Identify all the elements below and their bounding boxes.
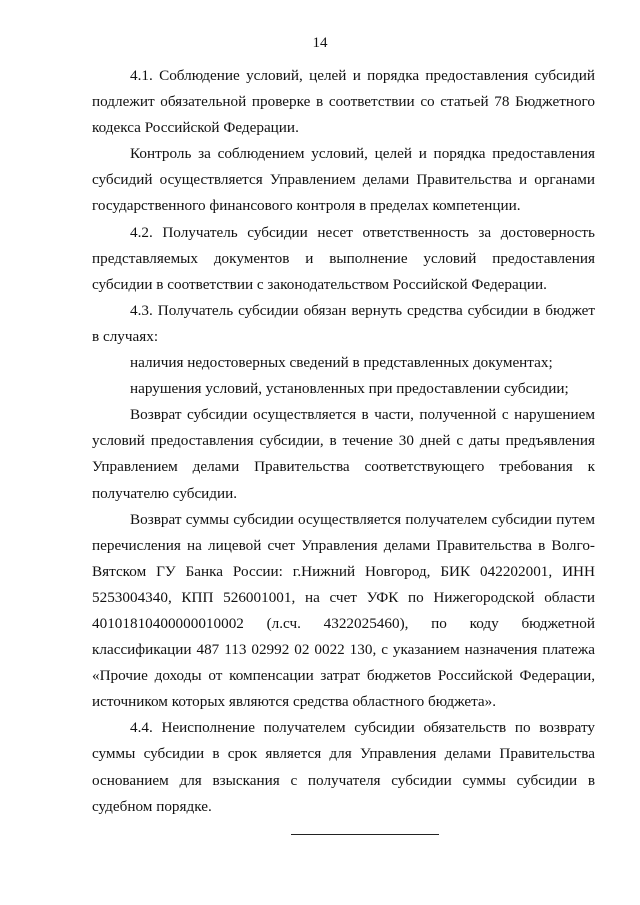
paragraph-refund-part: Возврат субсидии осуществляется в части, полученной с нарушением условий предоставления субсидии, в течение 30 дней с даты предъявления Управлением делами Правительства соответствующего требования к получателю субсидии. (92, 406, 595, 502)
paragraph-control: Контроль за соблюдением условий, целей и порядка предоставления субсидий осуществляется Управлением делами Правительства и органами государственного финансового контроля в пределах компетенции. (92, 145, 595, 215)
paragraph-4-4: 4.4. Неисполнение получателем субсидии обязательств по возврату суммы субсидии в срок является для Управления делами Правительства основанием для взыскания с получателя субсидии суммы субсидии в судебном порядке. (92, 719, 595, 815)
end-of-document-line (291, 834, 439, 835)
paragraph-4-1: 4.1. Соблюдение условий, целей и порядка предоставления субсидий подлежит обязательной проверке в соответствии со статьей 78 Бюджетного кодекса Российской Федерации. (92, 67, 595, 137)
list-item-violation: нарушения условий, установленных при предоставлении субсидии; (130, 380, 569, 398)
document-body (92, 63, 595, 820)
paragraph-4-3: 4.3. Получатель субсидии обязан вернуть средства субсидии в бюджет в случаях: (92, 301, 595, 345)
paragraph-4-2: 4.2. Получатель субсидии несет ответственность за достоверность представляемых документов и выполнение условий предоставления субсидии в соответствии с законодательством Российской Федерации. (92, 223, 595, 293)
page-number: 14 (312, 35, 328, 51)
list-item-false-info: наличия недостоверных сведений в представленных документах; (130, 354, 553, 372)
paragraph-refund-details: Возврат суммы субсидии осуществляется получателем субсидии путем перечисления на лицевой счет Управления делами Правительства в Волго-Вятском ГУ Банка России: г.Нижний Новгород, БИК 042202001, ИНН 5253004340, КПП 526001001, на счет УФК по Нижегородской области 40101810400000010002 (л.сч. 4322025460), по коду бюджетной классификации 487 113 02992 02 0022 130, с указанием назначения платежа «Прочие доходы от компенсации затрат бюджетов Российской Федерации, источником которых являются средства областного бюджета». (92, 510, 595, 711)
